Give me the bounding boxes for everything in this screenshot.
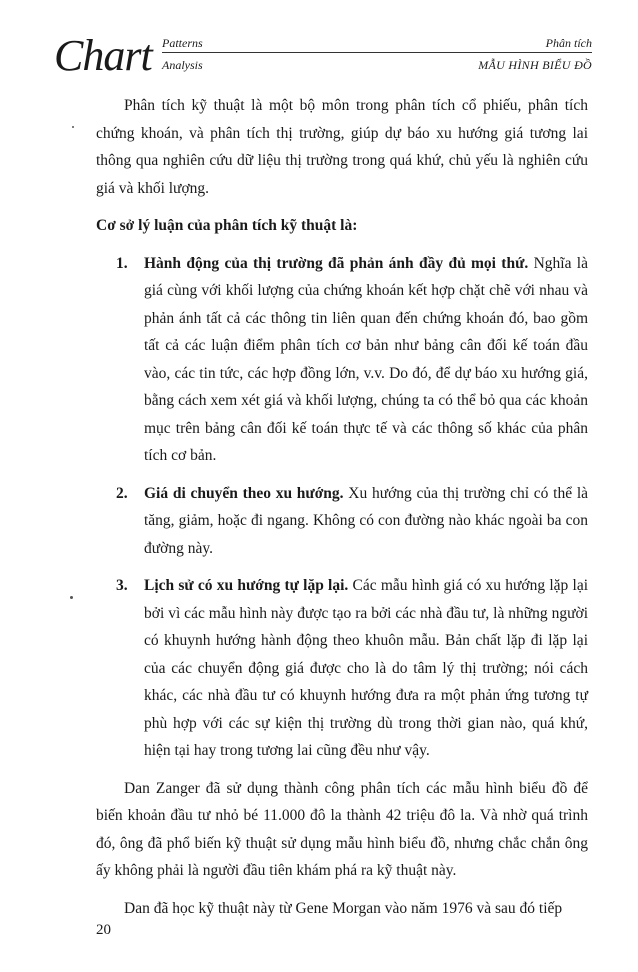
intro-paragraph: Phân tích kỹ thuật là một bộ môn trong phân tích cổ phiếu, phân tích chứng khoán, và phân tích thị trường, giúp dự báo xu hướng giá tương lai thông qua nghiên cứu dữ liệu thị trường trong quá khứ, chủ yếu là nghiên cứu giá và khối lượng. (96, 97, 588, 197)
list-item-body (144, 572, 588, 765)
list-item-text: Nghĩa là giá cùng với khối lượng của chứng khoán kết hợp chặt chẽ với nhau và phản ánh tất cả các thông tin liên quan đến chứng khoán đó, bao gồm tất cả các luận điểm phân tích cơ bản như bảng cân đối kế toán đầu vào, các tin tức, các hợp đồng lớn, v.v. Do đó, để dự báo xu hướng giá, bằng cách xem xét giá và khối lượng, chúng ta có thể bỏ qua các khoản mục trên bảng cân đối kế toán thực tế và các thông số khác của phân tích cơ bản. (144, 254, 588, 464)
section-heading: Cơ sở lý luận của phân tích kỹ thuật là: (96, 217, 358, 234)
running-head-title: MẪU HÌNH BIỂU ĐỒ (478, 58, 592, 72)
list-item-text: Xu hướng của thị trường chỉ có thể là tăng, giảm, hoặc đi ngang. Không có con đường nào khác ngoài ba con đường này. (144, 484, 588, 557)
list-item-title: Giá di chuyển theo xu hướng. (144, 484, 344, 502)
page-header (54, 30, 592, 82)
list-item-number: 1. (116, 254, 128, 272)
zanger-paragraph: Dan Zanger đã sử dụng thành công phân tích các mẫu hình biểu đồ để biến khoản đầu tư nhỏ bé 11.000 đô la thành 42 triệu đô la. Và nhờ quá trình đó, ông đã phổ biến kỹ thuật sử dụng mẫu hình biểu đồ, nhưng chắc chắn ông ấy không phải là người đầu tiên khám phá ra kỹ thuật này. (96, 779, 588, 879)
list-item (96, 250, 588, 470)
scan-speck (72, 126, 74, 128)
morgan-paragraph: Dan đã học kỹ thuật này từ Gene Morgan vào năm 1976 và sau đó tiếp (124, 899, 563, 917)
list-item-number: 3. (116, 577, 128, 594)
book-logo-chart: Chart (54, 31, 152, 80)
scan-speck (70, 596, 73, 599)
book-logo-patterns: Patterns (162, 36, 203, 50)
running-head-top: Phân tích (545, 36, 592, 50)
list-item-number: 2. (116, 484, 128, 502)
list-item-title: Hành động của thị trường đã phản ánh đầy đủ mọi thứ. (144, 254, 529, 272)
header-rule (162, 52, 592, 53)
page-number: 20 (96, 922, 111, 938)
list-item (96, 572, 588, 765)
book-logo-analysis: Analysis (162, 58, 203, 72)
list-item (96, 480, 588, 563)
list-item-text: Các mẫu hình giá có xu hướng lặp lại bởi vì các mẫu hình này được tạo ra bởi các nhà đầu tư, là những người có khuynh hướng hành động theo khuôn mẫu. Bản chất lặp đi lặp lại của các chuyển động giá được cho là do tâm lý thị trường; nói cách khác, các nhà đầu tư có khuynh hướng đưa ra một phản ứng tương tự phù hợp với các sự kiện thị trường dù trong thời gian nào, quá khứ, hiện tại hay trong tương lai cũng đều như vậy. (144, 577, 589, 759)
list-item-body (144, 480, 588, 563)
page-body (96, 92, 588, 932)
list-item-body (144, 250, 588, 470)
list-item-title: Lịch sử có xu hướng tự lặp lại. (144, 577, 349, 594)
